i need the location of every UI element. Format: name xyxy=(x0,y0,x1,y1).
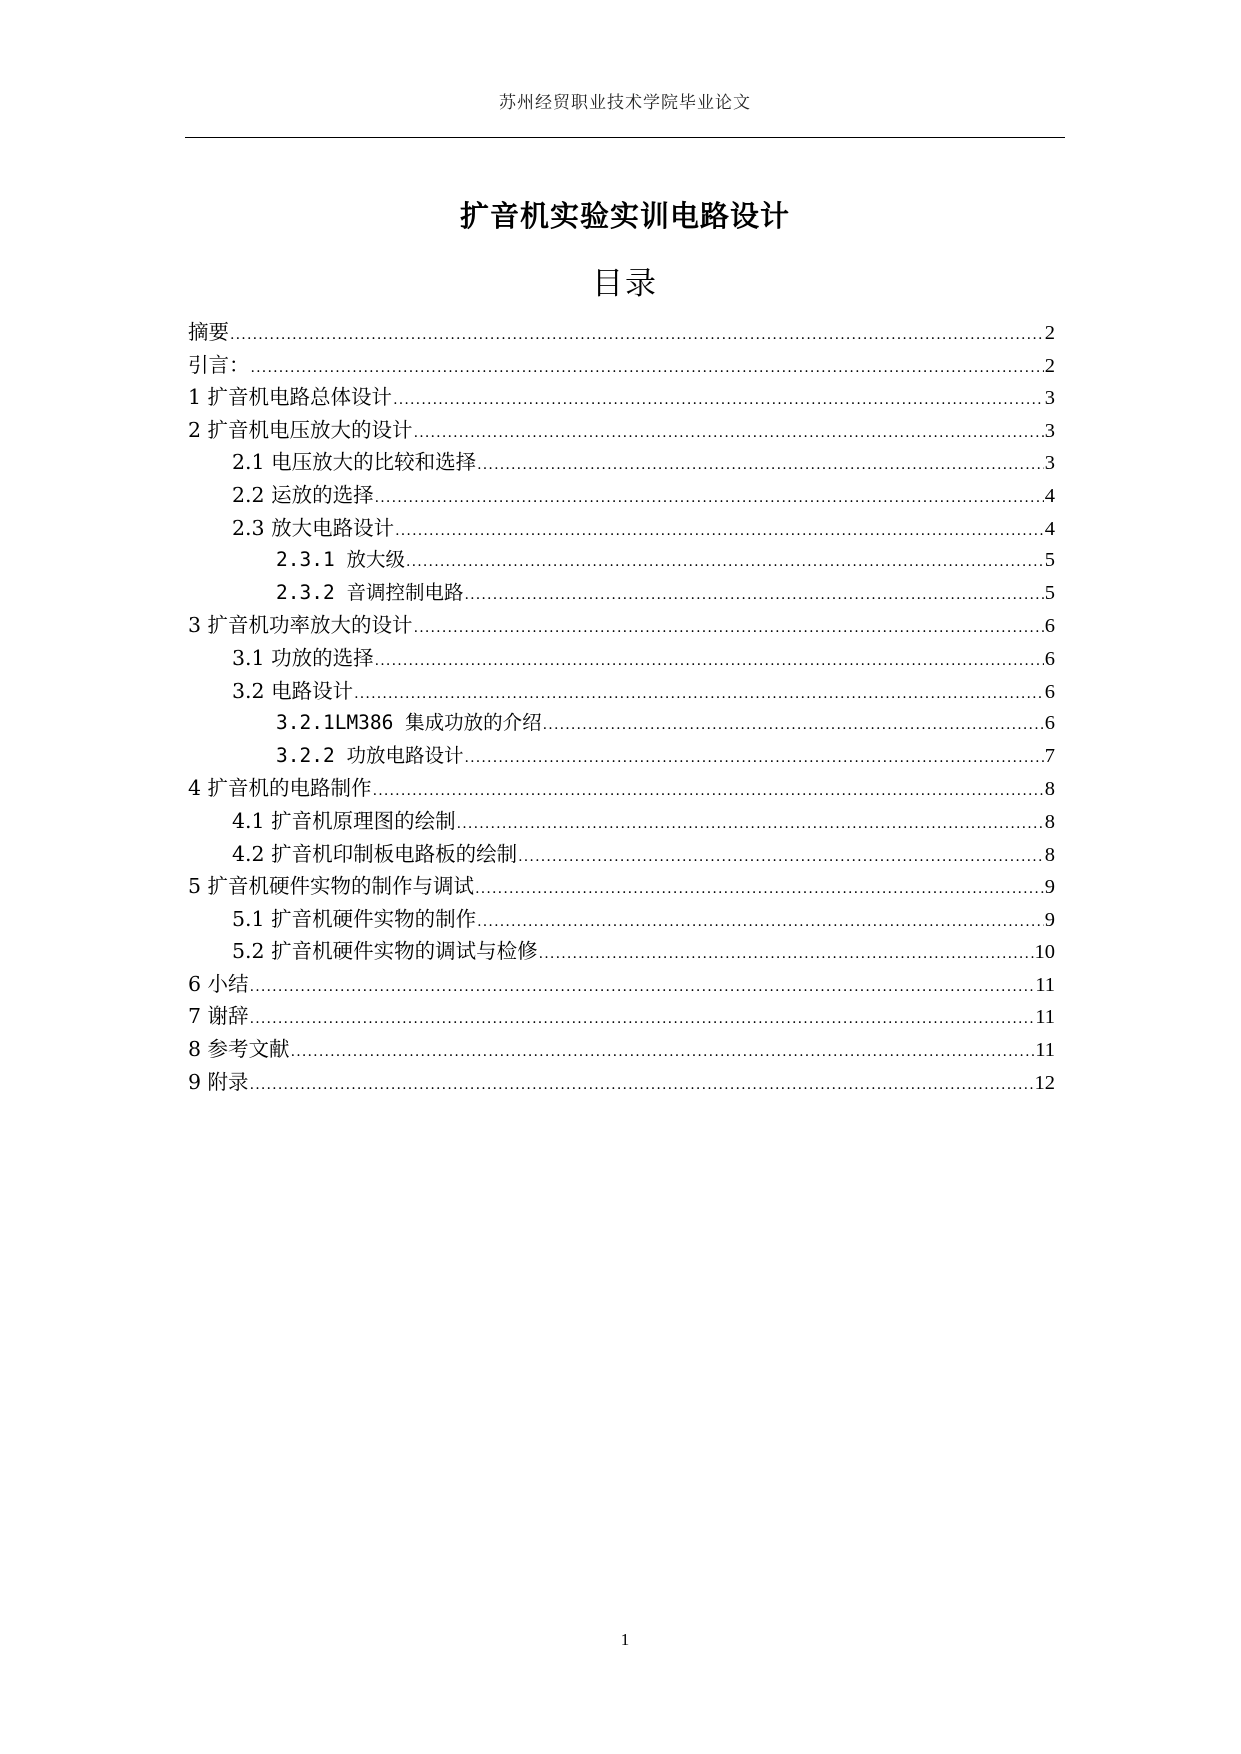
toc-entry-page: 5 xyxy=(1044,549,1055,572)
toc-entry-label: 4.1 扩音机原理图的绘制 xyxy=(232,808,456,833)
toc-entry-page: 6 xyxy=(1044,615,1055,638)
toc-entry-label: 2.3.1 放大级 xyxy=(276,548,405,572)
toc-dot-leader xyxy=(375,645,1044,678)
toc-entry-label: 5.1 扩音机硬件实物的制作 xyxy=(232,906,477,931)
toc-entry-label: 2.3.2 音调控制电路 xyxy=(276,580,464,604)
toc-dot-leader xyxy=(373,775,1044,808)
toc-entry-label: 3.2.1LM386 集成功放的介绍 xyxy=(276,711,542,735)
toc-dot-leader xyxy=(543,709,1044,742)
toc-dot-leader xyxy=(250,1069,1034,1102)
toc-entry-page: 8 xyxy=(1044,778,1055,801)
toc-entry-label: 引言： xyxy=(188,352,250,377)
toc-entry[interactable] xyxy=(188,349,1055,382)
toc-entry[interactable] xyxy=(188,446,1055,479)
toc-dot-leader xyxy=(464,579,1043,612)
toc-entry[interactable] xyxy=(188,381,1055,414)
toc-dot-leader xyxy=(477,906,1044,939)
toc-entry-label: 2.3 放大电路设计 xyxy=(232,515,395,540)
toc-entry-page: 11 xyxy=(1035,1006,1055,1029)
toc-entry-page: 8 xyxy=(1044,810,1055,833)
toc-entry[interactable] xyxy=(188,903,1055,936)
toc-entry[interactable] xyxy=(188,479,1055,512)
toc-dot-leader xyxy=(291,1036,1035,1069)
toc-entry-page: 11 xyxy=(1035,1039,1055,1062)
toc-entry[interactable] xyxy=(188,512,1055,545)
toc-entry-page: 6 xyxy=(1044,647,1055,670)
toc-entry-label: 摘要 xyxy=(188,320,229,344)
toc-dot-leader xyxy=(354,678,1044,711)
toc-entry-label: 4.2 扩音机印制板电路板的绘制 xyxy=(232,841,518,866)
toc-entry[interactable] xyxy=(188,740,1055,773)
toc-entry[interactable] xyxy=(188,707,1055,740)
toc-entry[interactable] xyxy=(188,870,1055,903)
toc-entry[interactable] xyxy=(188,935,1055,968)
toc-entry-label: 3.1 功放的选择 xyxy=(232,645,374,670)
toc-entry[interactable] xyxy=(188,544,1055,577)
toc-entry[interactable] xyxy=(188,805,1055,838)
toc-entry[interactable] xyxy=(188,968,1055,1001)
toc-entry-page: 3 xyxy=(1044,419,1055,442)
toc-entry-page: 10 xyxy=(1034,941,1055,964)
toc-dot-leader xyxy=(406,546,1044,579)
running-header: 苏州经贸职业技术学院毕业论文 xyxy=(499,93,751,113)
toc-entry-page: 4 xyxy=(1044,517,1055,540)
toc-entry-page: 6 xyxy=(1044,680,1055,703)
toc-entry[interactable] xyxy=(188,1000,1055,1033)
table-of-contents xyxy=(188,316,1055,1098)
toc-dot-leader xyxy=(464,742,1043,775)
header-rule xyxy=(185,137,1065,138)
toc-entry-page: 5 xyxy=(1044,581,1055,604)
toc-entry[interactable] xyxy=(188,1066,1055,1099)
toc-entry[interactable] xyxy=(188,772,1055,805)
toc-entry-page: 2 xyxy=(1044,354,1055,377)
toc-dot-leader xyxy=(375,482,1044,515)
toc-dot-leader xyxy=(395,515,1044,548)
toc-entry-label: 2 扩音机电压放大的设计 xyxy=(188,417,413,442)
toc-dot-leader xyxy=(539,938,1034,971)
toc-entry-page: 3 xyxy=(1044,387,1055,410)
toc-entry-page: 11 xyxy=(1035,973,1055,996)
toc-entry-page: 9 xyxy=(1044,908,1055,931)
toc-dot-leader xyxy=(250,1003,1035,1036)
toc-entry-page: 8 xyxy=(1044,843,1055,866)
toc-entry[interactable] xyxy=(188,414,1055,447)
toc-entry[interactable] xyxy=(188,1033,1055,1066)
toc-dot-leader xyxy=(475,873,1044,906)
toc-entry[interactable] xyxy=(188,609,1055,642)
toc-dot-leader xyxy=(518,841,1044,874)
toc-entry-label: 2.1 电压放大的比较和选择 xyxy=(232,450,477,475)
toc-entry-page: 3 xyxy=(1044,452,1055,475)
toc-dot-leader xyxy=(250,971,1035,1004)
toc-dot-leader xyxy=(230,319,1044,352)
toc-entry-label: 2.2 运放的选择 xyxy=(232,482,374,507)
toc-entry[interactable] xyxy=(188,838,1055,871)
toc-entry-label: 5 扩音机硬件实物的制作与调试 xyxy=(188,874,475,899)
toc-dot-leader xyxy=(251,352,1044,385)
toc-heading: 目录 xyxy=(592,266,658,302)
toc-entry-page: 12 xyxy=(1034,1071,1055,1094)
toc-entry-label: 3 扩音机功率放大的设计 xyxy=(188,613,413,638)
toc-entry[interactable] xyxy=(188,642,1055,675)
toc-entry-label: 3.2.2 功放电路设计 xyxy=(276,743,464,767)
page-number: 1 xyxy=(620,1630,630,1649)
toc-dot-leader xyxy=(414,612,1044,645)
toc-dot-leader xyxy=(414,417,1044,450)
toc-entry[interactable] xyxy=(188,675,1055,708)
toc-entry-label: 1 扩音机电路总体设计 xyxy=(188,385,393,410)
document-title: 扩音机实验实训电路设计 xyxy=(459,199,790,233)
toc-entry-page: 4 xyxy=(1044,484,1055,507)
toc-entry-label: 5.2 扩音机硬件实物的调试与检修 xyxy=(232,939,538,964)
toc-entry-page: 7 xyxy=(1044,744,1055,767)
toc-dot-leader xyxy=(477,449,1044,482)
toc-entry-label: 8 参考文献 xyxy=(188,1037,290,1062)
toc-entry[interactable] xyxy=(188,577,1055,610)
toc-entry-label: 7 谢辞 xyxy=(188,1004,249,1029)
toc-entry-page: 9 xyxy=(1044,876,1055,899)
toc-entry-label: 3.2 电路设计 xyxy=(232,678,354,703)
toc-entry-label: 9 附录 xyxy=(188,1069,249,1094)
toc-entry-label: 6 小结 xyxy=(188,971,249,996)
toc-entry[interactable] xyxy=(188,316,1055,349)
toc-dot-leader xyxy=(457,808,1044,841)
toc-entry-page: 6 xyxy=(1044,712,1055,735)
toc-entry-label: 4 扩音机的电路制作 xyxy=(188,776,372,801)
toc-entry-page: 2 xyxy=(1044,322,1055,344)
toc-dot-leader xyxy=(393,384,1044,417)
